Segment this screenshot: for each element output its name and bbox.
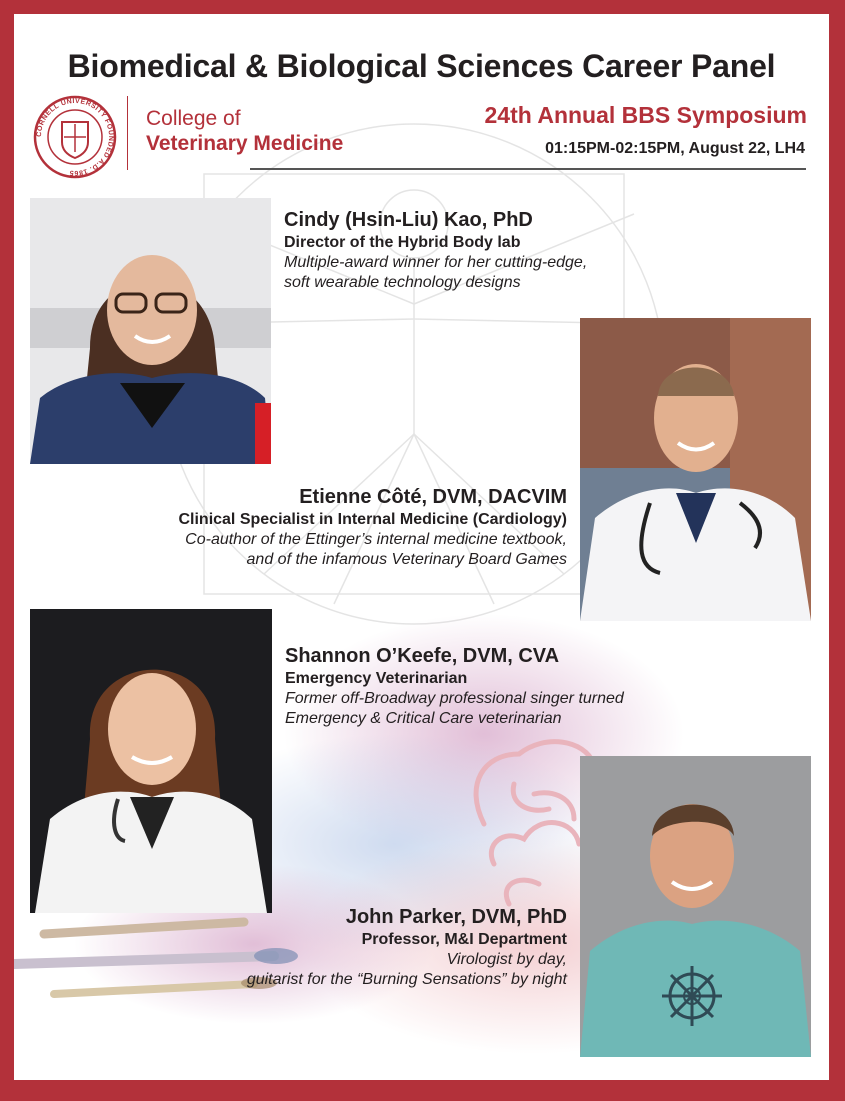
college-name-line1: College of [146, 107, 241, 130]
speaker-name: John Parker, DVM, PhD [345, 906, 567, 928]
speaker-bio-parker [247, 905, 567, 990]
speaker-role: Director of the Hybrid Body lab [284, 234, 521, 251]
college-name-line2: Veterinary Medicine [146, 132, 344, 155]
speaker-name: Etienne Côté, DVM, DACVIM [299, 486, 567, 508]
speaker-role: Emergency Veterinarian [285, 670, 468, 687]
speaker-photo-cote [580, 318, 811, 621]
header-divider [250, 168, 806, 170]
speaker-photo-okeefe [30, 609, 272, 913]
speaker-name: Shannon O’Keefe, DVM, CVA [285, 645, 560, 667]
speaker-bio-kao [284, 208, 587, 293]
flyer-page [14, 14, 829, 1080]
speaker-blurb-line2: guitarist for the “Burning Sensations” by night [246, 971, 567, 988]
speaker-role: Professor, M&I Department [361, 931, 567, 948]
speaker-role: Clinical Specialist in Internal Medicine (Cardiology) [178, 511, 567, 528]
event-time-location: 01:15PM-02:15PM, August 22, LH4 [545, 140, 805, 157]
speaker-bio-cote [178, 485, 567, 570]
speaker-blurb-line1: Co-author of the Ettinger’s internal medicine textbook, [185, 531, 567, 548]
speaker-name: Cindy (Hsin-Liu) Kao, PhD [284, 209, 533, 231]
speaker-photo-parker [580, 756, 811, 1057]
page-title: Biomedical & Biological Sciences Career Panel [67, 48, 776, 84]
symposium-title: 24th Annual BBS Symposium [484, 102, 807, 128]
speaker-bio-okeefe [285, 644, 624, 729]
cornell-seal-logo [32, 94, 118, 180]
speaker-blurb-line2: and of the infamous Veterinary Board Games [246, 551, 567, 568]
seal-text: CORNELL UNIVERSITY FOUNDED A.D. 1865 [35, 97, 115, 177]
speaker-blurb-line2: soft wearable technology designs [284, 274, 521, 291]
speaker-blurb-line1: Multiple-award winner for her cutting-edge, [284, 254, 588, 271]
speaker-blurb-line1: Former off-Broadway professional singer turned [285, 690, 624, 707]
speaker-blurb-line1: Virologist by day, [446, 951, 567, 968]
speaker-photo-kao [30, 198, 271, 464]
logo-divider [127, 96, 128, 170]
speaker-blurb-line2: Emergency & Critical Care veterinarian [285, 710, 562, 727]
